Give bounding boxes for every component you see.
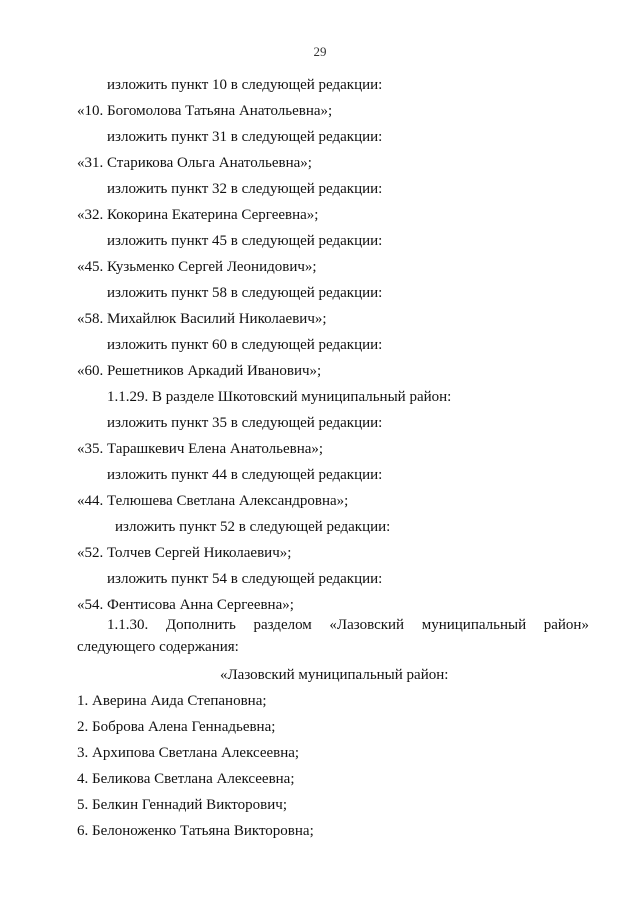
section-heading: 1.1.29. В разделе Шкотовский муниципальный район:	[107, 389, 452, 405]
amendment-instruction: изложить пункт 52 в следующей редакции:	[115, 519, 391, 535]
list-item: 3. Архипова Светлана Алексеевна;	[77, 745, 300, 761]
amendment-text: «54. Фентисова Анна Сергеевна»;	[77, 597, 294, 613]
list-item: 4. Беликова Светлана Алексеевна;	[77, 771, 295, 787]
list-item: 2. Боброва Алена Геннадьевна;	[77, 719, 276, 735]
section-30-continuation: следующего содержания:	[77, 639, 239, 655]
amendment-text: «32. Кокорина Екатерина Сергеевна»;	[77, 207, 319, 223]
amendment-text: «58. Михайлюк Василий Николаевич»;	[77, 311, 327, 327]
section-30-word: 1.1.30.	[107, 617, 149, 633]
section-30-word: муниципальный	[421, 617, 527, 633]
amendment-instruction: изложить пункт 60 в следующей редакции:	[107, 337, 383, 353]
amendment-text: «52. Толчев Сергей Николаевич»;	[77, 545, 292, 561]
page-number: 29	[313, 44, 327, 59]
section-30-word: Дополнить	[165, 617, 236, 633]
list-item: 6. Белоноженко Татьяна Викторовна;	[77, 823, 314, 839]
amendment-text: «10. Богомолова Татьяна Анатольевна»;	[77, 103, 333, 119]
amendment-instruction: изложить пункт 32 в следующей редакции:	[107, 181, 383, 197]
amendment-instruction: изложить пункт 58 в следующей редакции:	[107, 285, 383, 301]
amendment-instruction: изложить пункт 35 в следующей редакции:	[107, 415, 383, 431]
amendment-instruction: изложить пункт 44 в следующей редакции:	[107, 467, 383, 483]
list-item: 1. Аверина Аида Степановна;	[77, 693, 267, 709]
section-30-word: «Лазовский	[329, 617, 405, 633]
amendment-text: «44. Телюшева Светлана Александровна»;	[77, 493, 349, 509]
amendment-instruction: изложить пункт 45 в следующей редакции:	[107, 233, 383, 249]
section-30-word: район»	[543, 617, 589, 633]
amendment-text: «31. Старикова Ольга Анатольевна»;	[77, 155, 312, 171]
amendment-instruction: изложить пункт 54 в следующей редакции:	[107, 571, 383, 587]
district-heading: «Лазовский муниципальный район:	[220, 667, 449, 683]
amendment-text: «60. Решетников Аркадий Иванович»;	[77, 363, 322, 379]
section-30-paragraph	[107, 616, 589, 634]
section-30-word: разделом	[253, 617, 312, 633]
list-item: 5. Белкин Геннадий Викторович;	[77, 797, 287, 813]
amendment-instruction: изложить пункт 10 в следующей редакции:	[107, 77, 383, 93]
amendment-text: «35. Тарашкевич Елена Анатольевна»;	[77, 441, 324, 457]
amendment-instruction: изложить пункт 31 в следующей редакции:	[107, 129, 383, 145]
amendment-text: «45. Кузьменко Сергей Леонидович»;	[77, 259, 317, 275]
